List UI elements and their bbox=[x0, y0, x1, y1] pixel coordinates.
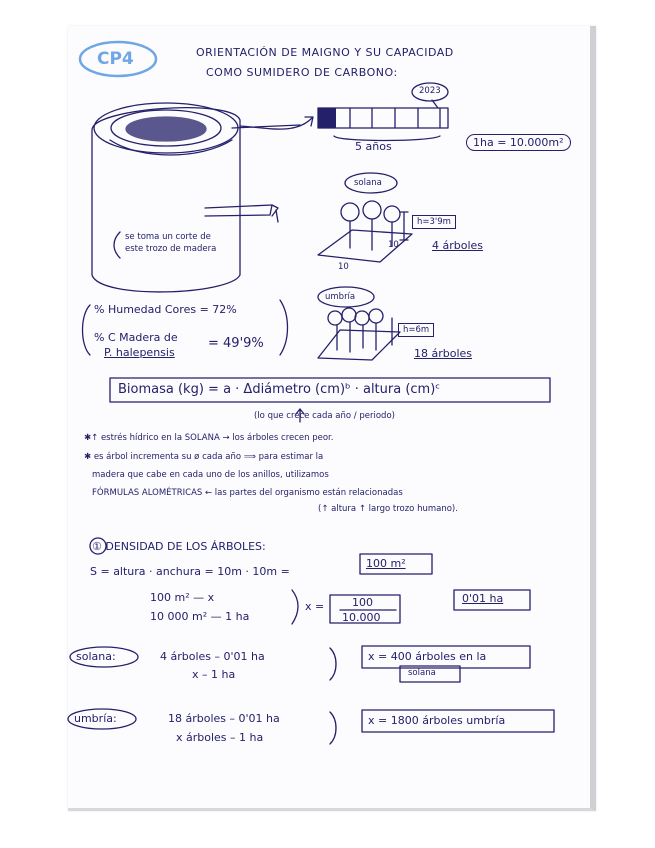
umbria-height: h=6m bbox=[398, 323, 434, 337]
cut-note-line1: se toma un corte de bbox=[125, 232, 211, 242]
hectare-definition: 1ha = 10.000m² bbox=[466, 134, 571, 151]
solana-height: h=3'9m bbox=[412, 215, 456, 229]
formula-note: (lo que crece cada año / periodo) bbox=[254, 411, 395, 421]
solana-calc-line1: 4 árboles – 0'01 ha bbox=[160, 650, 265, 663]
note-line4: FÓRMULAS ALOMÉTRICAS ← las partes del organismo están relacionadas bbox=[92, 488, 403, 498]
area-formula: S = altura · anchura = 10m · 10m = bbox=[90, 565, 290, 578]
humidity-measure: % Humedad Cores = 72% bbox=[94, 303, 237, 316]
arrow-log-to-bar bbox=[240, 118, 312, 129]
carbon-measure-value: = 49'9% bbox=[208, 336, 264, 351]
carbon-measure-line1: % C Madera de bbox=[94, 331, 178, 344]
area-result: 100 m² bbox=[366, 557, 406, 570]
solana-side-b: 10 bbox=[338, 262, 349, 272]
solana-result-b: solana bbox=[408, 668, 436, 678]
carbon-measure-line2: P. halepensis bbox=[104, 346, 175, 359]
umbria-calc-label: umbría: bbox=[74, 712, 117, 725]
umbria-calc-line1: 18 árboles – 0'01 ha bbox=[168, 712, 280, 725]
x-result: 0'01 ha bbox=[462, 592, 504, 605]
solana-diagram-label: solana bbox=[354, 178, 382, 188]
cut-note-line2: este trozo de madera bbox=[125, 244, 217, 254]
wood-log-drawing bbox=[92, 103, 300, 292]
rule-line1: 100 m² — x bbox=[150, 591, 215, 604]
year-label: 2023 bbox=[419, 86, 441, 96]
x-label: x = bbox=[305, 600, 325, 613]
solana-side-a: 10 bbox=[388, 240, 399, 250]
solana-trees-count: 4 árboles bbox=[432, 239, 484, 252]
years-span-label: 5 años bbox=[355, 140, 392, 153]
umbria-calc-line2: x árboles – 1 ha bbox=[176, 731, 264, 744]
umbria-trees-count: 18 árboles bbox=[414, 347, 473, 360]
note-line5: (↑ altura ↑ largo trozo humano). bbox=[318, 504, 458, 514]
x-numerator: 100 bbox=[352, 596, 373, 609]
rule-line2: 10 000 m² — 1 ha bbox=[150, 610, 250, 623]
umbria-diagram-label: umbría bbox=[325, 292, 356, 302]
note-line1: ✱↑ estrés hídrico en la SOLANA → los árboles crecen peor. bbox=[84, 433, 334, 443]
umbria-result: x = 1800 árboles umbría bbox=[368, 714, 506, 727]
solana-calc-label: solana: bbox=[76, 650, 116, 663]
page-badge: CP4 bbox=[97, 49, 134, 69]
solana-calc-line2: x – 1 ha bbox=[192, 668, 236, 681]
solana-result-a: x = 400 árboles en la bbox=[368, 650, 487, 663]
title-line1: ORIENTACIÓN DE MAIGNO Y SU CAPACIDAD bbox=[196, 46, 454, 59]
ring-bar bbox=[318, 100, 448, 141]
note-line3: madera que cabe en cada uno de los anillos, utilizamos bbox=[92, 470, 329, 480]
density-heading: ① DENSIDAD DE LOS ÁRBOLES: bbox=[92, 540, 266, 553]
note-line2: ✱ es árbol incrementa su ø cada año ⟹ para estimar la bbox=[84, 452, 324, 462]
x-denominator: 10.000 bbox=[342, 611, 381, 624]
title-line2: COMO SUMIDERO DE CARBONO: bbox=[206, 66, 398, 79]
biomass-formula: Biomasa (kg) = a · Δdiámetro (cm)ᵇ · altura (cm)ᶜ bbox=[118, 382, 441, 397]
